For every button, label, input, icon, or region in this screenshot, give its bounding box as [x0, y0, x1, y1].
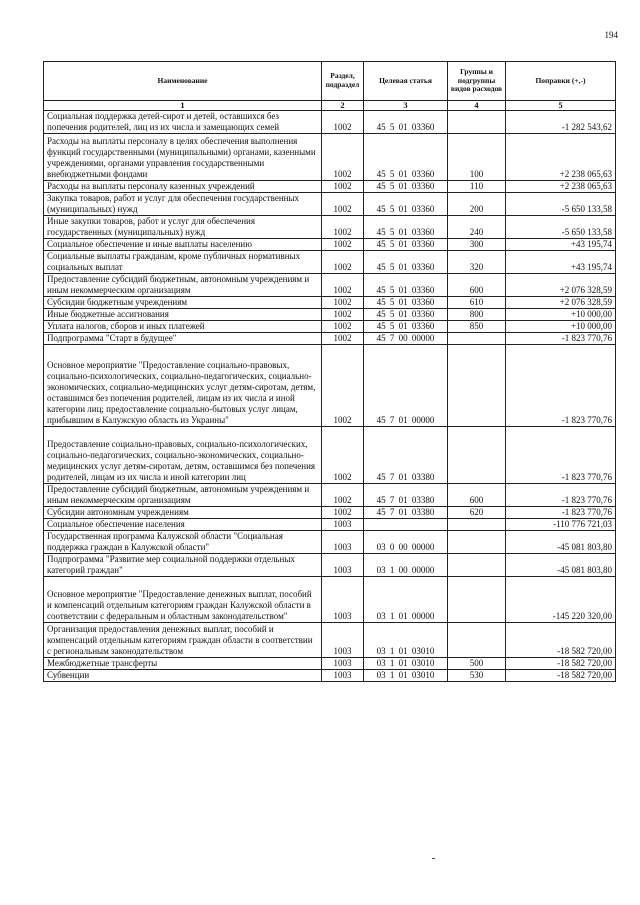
row-group: [448, 333, 506, 345]
table-row: [44, 181, 616, 193]
row-article: 45 5 01 03360: [364, 239, 448, 251]
row-amount: +2 238 065,63: [506, 181, 616, 193]
row-name: Основное мероприятие "Предоставление денежных выплат, пособий и компенсаций отдельным категориям граждан Калужской области в соответствии с федеральным и областным законодательством": [44, 577, 322, 623]
row-article: 45 7 01 03380: [364, 427, 448, 484]
row-article: 03 0 00 00000: [364, 531, 448, 554]
row-name: Социальное обеспечение населения: [44, 519, 322, 531]
row-name: Иные закупки товаров, работ и услуг для обеспечения государственных (муниципальных) нужд: [44, 216, 322, 239]
row-article: 45 7 01 03380: [364, 484, 448, 507]
row-section: 1002: [322, 193, 364, 216]
row-article: 45 7 00 00000: [364, 333, 448, 345]
row-section: 1002: [322, 321, 364, 333]
table-row: [44, 134, 616, 181]
header-amount: Поправки (+,-): [506, 62, 616, 101]
row-article: 45 5 01 03360: [364, 216, 448, 239]
row-article: 45 5 01 03360: [364, 134, 448, 181]
row-amount: -1 823 770,76: [506, 333, 616, 345]
table-row: [44, 274, 616, 297]
table-row: [44, 670, 616, 682]
row-name: Субвенции: [44, 670, 322, 682]
table-row: [44, 239, 616, 251]
table-row: [44, 321, 616, 333]
row-section: 1002: [322, 111, 364, 134]
row-article: 45 5 01 03360: [364, 193, 448, 216]
row-section: 1002: [322, 484, 364, 507]
table-row: [44, 507, 616, 519]
row-amount: -5 650 133,58: [506, 216, 616, 239]
row-article: 45 5 01 03360: [364, 274, 448, 297]
row-amount: +43 195,74: [506, 251, 616, 274]
row-article: 45 5 01 03360: [364, 321, 448, 333]
row-group: [448, 554, 506, 577]
row-section: 1002: [322, 251, 364, 274]
row-name: Подпрограмма "Развитие мер социальной поддержки отдельных категорий граждан": [44, 554, 322, 577]
row-section: 1003: [322, 623, 364, 658]
row-amount: +10 000,00: [506, 309, 616, 321]
row-section: 1002: [322, 309, 364, 321]
page-number: 194: [604, 30, 618, 40]
row-amount: -18 582 720,00: [506, 658, 616, 670]
row-amount: +2 076 328,59: [506, 274, 616, 297]
table-row: [44, 345, 616, 427]
row-section: 1002: [322, 427, 364, 484]
table-row: [44, 309, 616, 321]
row-group: 530: [448, 670, 506, 682]
row-name: Социальное обеспечение и иные выплаты населению: [44, 239, 322, 251]
row-amount: +2 238 065,63: [506, 134, 616, 181]
row-amount: +43 195,74: [506, 239, 616, 251]
header-name: Наименование: [44, 62, 322, 101]
row-name: Закупка товаров, работ и услуг для обеспечения государственных (муниципальных) нужд: [44, 193, 322, 216]
row-amount: -1 282 543,62: [506, 111, 616, 134]
row-group: 110: [448, 181, 506, 193]
row-article: 45 5 01 03360: [364, 181, 448, 193]
row-section: 1003: [322, 577, 364, 623]
row-article: 45 7 01 00000: [364, 345, 448, 427]
row-group: [448, 345, 506, 427]
table-row: [44, 519, 616, 531]
table-row: [44, 427, 616, 484]
row-group: [448, 111, 506, 134]
table-row: [44, 111, 616, 134]
row-group: 620: [448, 507, 506, 519]
column-number: 2: [322, 101, 364, 111]
row-amount: +10 000,00: [506, 321, 616, 333]
row-group: 240: [448, 216, 506, 239]
row-section: 1003: [322, 519, 364, 531]
row-group: [448, 519, 506, 531]
row-name: Социальная поддержка детей-сирот и детей, оставшихся без попечения родителей, лиц из их числа и замещающих семей: [44, 111, 322, 134]
row-group: [448, 577, 506, 623]
row-group: 600: [448, 484, 506, 507]
row-section: 1002: [322, 239, 364, 251]
row-section: 1002: [322, 507, 364, 519]
row-amount: -1 823 770,76: [506, 484, 616, 507]
table-row: [44, 333, 616, 345]
header-group: Группы и подгруппы видов расходов: [448, 62, 506, 101]
table-row: [44, 577, 616, 623]
row-name: Подпрограмма "Старт в будущее": [44, 333, 322, 345]
row-article: 03 1 01 00000: [364, 577, 448, 623]
table-row: [44, 623, 616, 658]
row-name: Расходы на выплаты персоналу в целях обеспечения выполнения функций государственными (муниципальными) органами, казенными учреждениями, органами управления государственными внебюджетными фондами: [44, 134, 322, 181]
row-name: Социальные выплаты гражданам, кроме публичных нормативных социальных выплат: [44, 251, 322, 274]
row-name: Государственная программа Калужской области "Социальная поддержка граждан в Калужской области": [44, 531, 322, 554]
row-section: 1002: [322, 181, 364, 193]
row-section: 1002: [322, 216, 364, 239]
row-amount: -110 776 721,03: [506, 519, 616, 531]
row-amount: -5 650 133,58: [506, 193, 616, 216]
row-section: 1002: [322, 345, 364, 427]
row-article: 03 1 00 00000: [364, 554, 448, 577]
row-group: 610: [448, 297, 506, 309]
column-number: 1: [44, 101, 322, 111]
scan-mark: [432, 858, 435, 859]
row-group: 500: [448, 658, 506, 670]
row-amount: -145 220 320,00: [506, 577, 616, 623]
table-row: [44, 297, 616, 309]
row-amount: -18 582 720,00: [506, 670, 616, 682]
header-section: Раздел, подраздел: [322, 62, 364, 101]
row-name: Основное мероприятие "Предоставление социально-правовых, социально-психологических, социально-педагогических, социально-экономических, социально-медицинских услуг детям-сиротам, детям, оставшимся без попечения родителей, лицам из их числа и иной категории лиц; предоставление социально-бытовых услуг лицам, прибывшим в Калужскую область из Украины": [44, 345, 322, 427]
row-section: 1002: [322, 274, 364, 297]
row-article: 45 7 01 03380: [364, 507, 448, 519]
row-article: 45 5 01 03360: [364, 309, 448, 321]
row-group: 100: [448, 134, 506, 181]
column-number: 4: [448, 101, 506, 111]
table-row: [44, 193, 616, 216]
row-group: 200: [448, 193, 506, 216]
row-name: Предоставление социально-правовых, социально-психологических, социально-педагогических, социально-экономических, социально-медицинских услуг детям-сиротам, детям, оставшимся без попечения родителей, лицам из их числа и иной категории лиц: [44, 427, 322, 484]
row-section: 1003: [322, 670, 364, 682]
column-number: 3: [364, 101, 448, 111]
budget-amendments-table: [43, 61, 616, 682]
row-group: 300: [448, 239, 506, 251]
table-row: [44, 554, 616, 577]
row-section: 1003: [322, 531, 364, 554]
row-article: 45 5 01 03360: [364, 297, 448, 309]
row-group: 600: [448, 274, 506, 297]
column-number-row: [44, 101, 616, 111]
row-name: Предоставление субсидий бюджетным, автономным учреждениям и иным некоммерческим организациям: [44, 274, 322, 297]
row-section: 1002: [322, 333, 364, 345]
row-name: Уплата налогов, сборов и иных платежей: [44, 321, 322, 333]
row-group: [448, 531, 506, 554]
row-article: 03 1 01 03010: [364, 623, 448, 658]
table-row: [44, 658, 616, 670]
column-number: 5: [506, 101, 616, 111]
row-amount: -1 823 770,76: [506, 427, 616, 484]
row-group: [448, 427, 506, 484]
row-section: 1003: [322, 554, 364, 577]
row-name: Организация предоставления денежных выплат, пособий и компенсаций отдельным категориям граждан области в соответствии с региональным законодательством: [44, 623, 322, 658]
row-name: Субсидии автономным учреждениям: [44, 507, 322, 519]
row-amount: -1 823 770,76: [506, 507, 616, 519]
row-group: 320: [448, 251, 506, 274]
row-name: Предоставление субсидий бюджетным, автономным учреждениям и иным некоммерческим организациям: [44, 484, 322, 507]
row-amount: -45 081 803,80: [506, 554, 616, 577]
row-article: 45 5 01 03360: [364, 251, 448, 274]
row-article: 03 1 01 03010: [364, 670, 448, 682]
row-group: [448, 623, 506, 658]
row-name: Субсидии бюджетным учреждениям: [44, 297, 322, 309]
row-name: Иные бюджетные ассигнования: [44, 309, 322, 321]
header-article: Целевая статья: [364, 62, 448, 101]
row-section: 1002: [322, 297, 364, 309]
table-row: [44, 484, 616, 507]
table-row: [44, 216, 616, 239]
row-article: 03 1 01 03010: [364, 658, 448, 670]
row-amount: -1 823 770,76: [506, 345, 616, 427]
table-row: [44, 531, 616, 554]
row-amount: -18 582 720,00: [506, 623, 616, 658]
row-article: 45 5 01 03360: [364, 111, 448, 134]
row-name: Расходы на выплаты персоналу казенных учреждений: [44, 181, 322, 193]
row-group: 800: [448, 309, 506, 321]
row-section: 1002: [322, 134, 364, 181]
row-group: 850: [448, 321, 506, 333]
table-header-row: [44, 62, 616, 101]
row-article: [364, 519, 448, 531]
table-row: [44, 251, 616, 274]
row-section: 1003: [322, 658, 364, 670]
row-amount: +2 076 328,59: [506, 297, 616, 309]
row-name: Межбюджетные трансферты: [44, 658, 322, 670]
row-amount: -45 081 803,80: [506, 531, 616, 554]
